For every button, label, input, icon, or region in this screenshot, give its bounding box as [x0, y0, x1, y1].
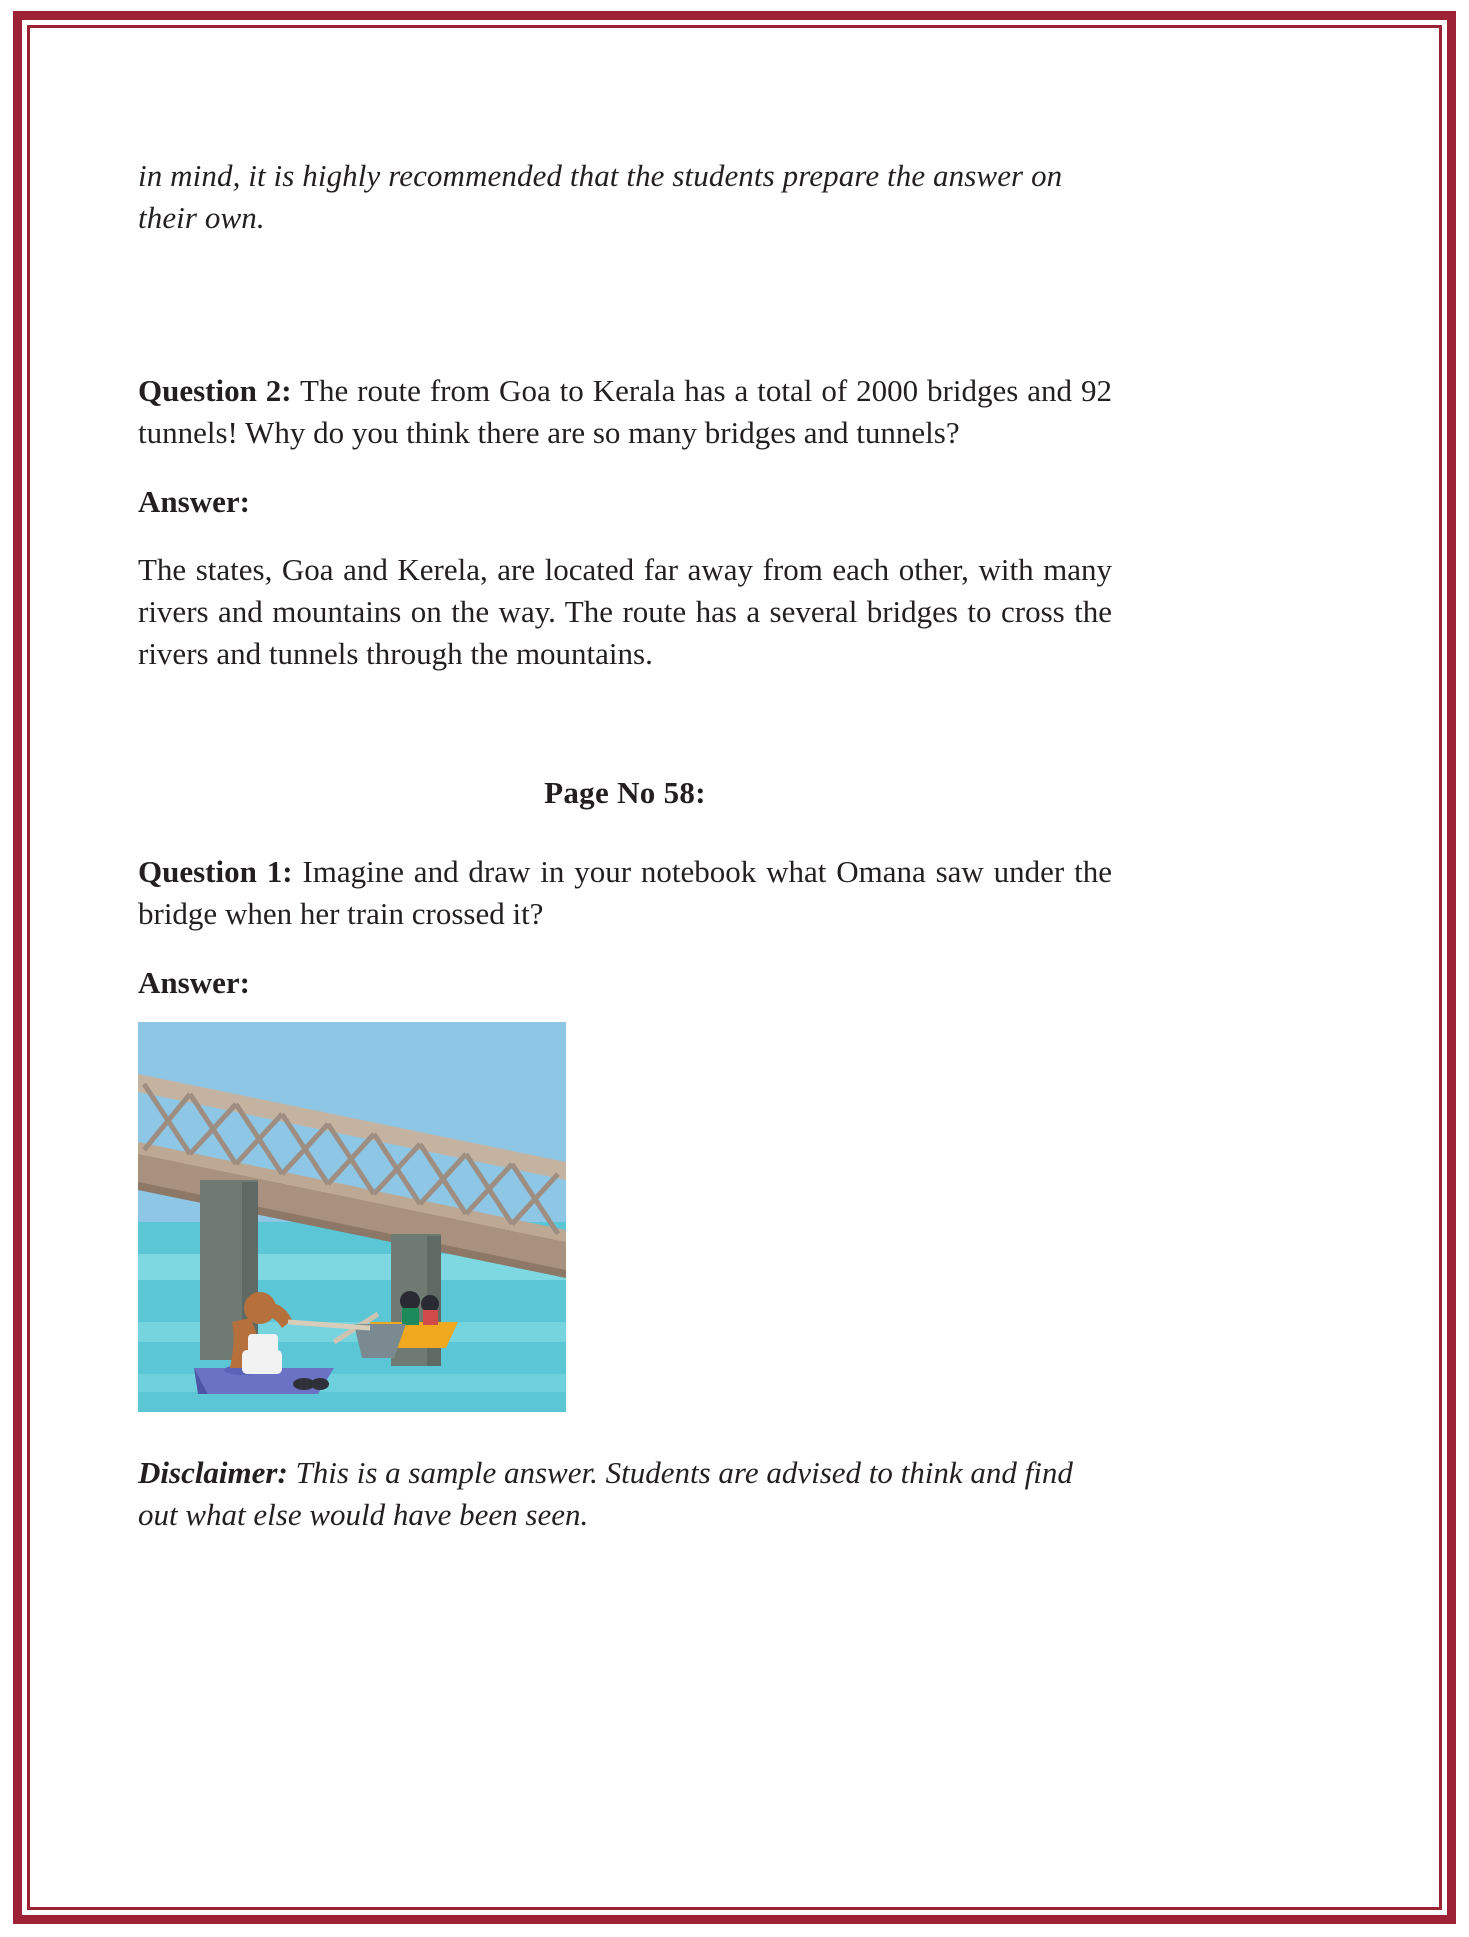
answer-text-q2: The states, Goa and Kerela, are located far away from each other, with many rivers and mountains on the way. The route has a several bridges to cross the rivers and tunnels through the mountains. [138, 551, 1112, 672]
spacer [138, 1412, 1112, 1452]
spacer [138, 811, 1112, 851]
intro-note: in mind, it is highly recommended that the students prepare the answer on their own. [138, 158, 1063, 236]
question-2-paragraph [138, 370, 1112, 454]
spacer [138, 523, 1112, 549]
spacer [138, 1004, 1112, 1022]
page-content [138, 124, 1112, 1536]
disclaimer-text: This is a sample answer. Students are advised to think and find out what else would have been seen. [138, 1454, 1073, 1532]
disclaimer-paragraph [138, 1452, 1112, 1536]
spacer [138, 675, 1112, 775]
question-1-label: Question 1: [138, 854, 293, 890]
question-2-label: Question 2: [138, 373, 292, 409]
bridge-illustration [138, 1022, 566, 1412]
answer-label-q1: Answer: [138, 964, 250, 1000]
question-2-text: The route from Goa to Kerala has a total of 2000 bridges and 92 tunnels! Why do you think there are so many bridges and tunnels? [138, 373, 1112, 451]
spacer [138, 270, 1112, 370]
answer-label-q2: Answer: [138, 483, 250, 519]
spacer [138, 936, 1112, 962]
question-1-text: Imagine and draw in your notebook what Omana saw under the bridge when her train crossed it? [138, 854, 1112, 932]
question-1-paragraph [138, 851, 1112, 935]
bridge-illustration-svg [138, 1022, 566, 1412]
disclaimer-label: Disclaimer: [138, 1454, 288, 1490]
page-number-heading: Page No 58: [544, 775, 706, 811]
spacer [138, 455, 1112, 481]
